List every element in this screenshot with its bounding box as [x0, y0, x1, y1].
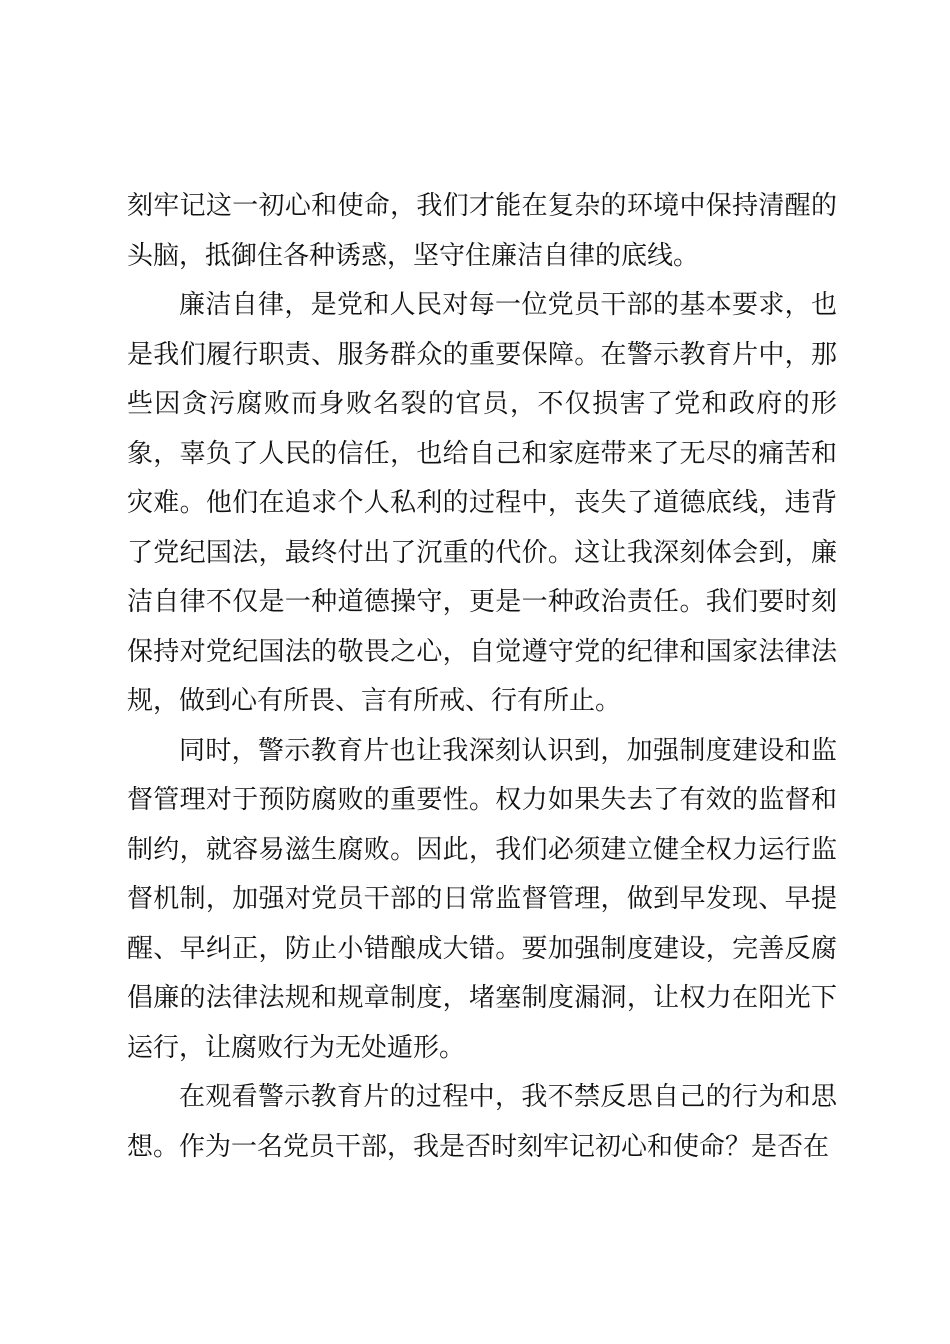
- paragraph-1: 刻牢记这一初心和使命，我们才能在复杂的环境中保持清醒的头脑，抵御住各种诱惑，坚守住廉洁自律的底线。: [127, 191, 837, 271]
- document-body: [127, 182, 837, 1172]
- paragraph-4: 在观看警示教育片的过程中，我不禁反思自己的行为和思想。作为一名党员干部，我是否时刻牢记初心和使命？是否在: [127, 1082, 837, 1162]
- paragraph-2: 廉洁自律，是党和人民对每一位党员干部的基本要求，也是我们履行职责、服务群众的重要保障。在警示教育片中，那些因贪污腐败而身败名裂的官员，不仅损害了党和政府的形象，辜负了人民的信任，也给自己和家庭带来了无尽的痛苦和灾难。他们在追求个人私利的过程中，丧失了道德底线，违背了党纪国法，最终付出了沉重的代价。这让我深刻体会到，廉洁自律不仅是一种道德操守，更是一种政治责任。我们要时刻保持对党纪国法的敬畏之心，自觉遵守党的纪律和国家法律法规，做到心有所畏、言有所戒、行有所止。: [127, 290, 837, 716]
- paragraph-3: 同时，警示教育片也让我深刻认识到，加强制度建设和监督管理对于预防腐败的重要性。权力如果失去了有效的监督和制约，就容易滋生腐败。因此，我们必须建立健全权力运行监督机制，加强对党员干部的日常监督管理，做到早发现、早提醒、早纠正，防止小错酿成大错。要加强制度建设，完善反腐倡廉的法律法规和规章制度，堵塞制度漏洞，让权力在阳光下运行，让腐败行为无处遁形。: [127, 735, 837, 1063]
